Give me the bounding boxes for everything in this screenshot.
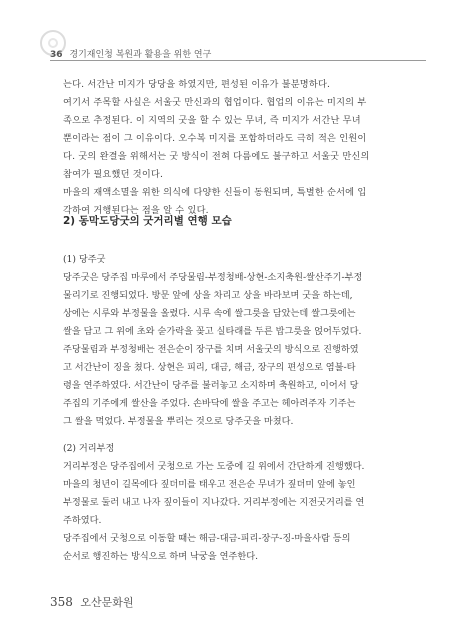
intro-paragraph (63, 76, 415, 220)
text-line: 물리기로 진행되었다. 방문 앞에 상을 차리고 상을 바라보며 굿을 하는데, (63, 290, 353, 301)
text-line: 당주굿은 당주집 마루에서 주당물림-부정청배-상현-소지축원-쌀산주기-부정 (63, 272, 363, 283)
header-divider (50, 60, 426, 61)
text-line: 거리부정은 당주집에서 굿청으로 가는 도중에 길 위에서 간단하게 진행했다. (63, 461, 365, 472)
section-title: 2) 동막도당굿의 굿거리별 연행 모습 (63, 215, 232, 227)
footer-publication: 오산문화원 (80, 596, 134, 609)
subsection-heading: (2) 거리부정 (63, 443, 115, 454)
text-line: 족으로 추정된다. 이 지역의 굿을 할 수 있는 무녀, 즉 미지가 서간난 무녀 (63, 115, 361, 126)
footer-page-number: 358 (50, 595, 73, 609)
header-page-number: 36 (50, 50, 63, 60)
text-line: 참여가 필요했던 것이다. (63, 169, 164, 180)
text-line: 령을 연주하였다. 서간난이 당주를 불러놓고 소지하며 축원하고, 이어서 당 (63, 380, 359, 391)
running-header (50, 47, 211, 60)
text-line: 주당물림과 부정청배는 전은순이 장구를 치며 서울굿의 방식으로 진행하였 (63, 344, 359, 355)
subsection-heading: (1) 당주굿 (63, 254, 106, 265)
text-line: 주집의 기주에게 쌀산을 주었다. 손바닥에 쌀을 주고는 헤아려주자 기주는 (63, 398, 356, 409)
text-line: 쌀을 담고 그 위에 초와 숟가락을 꽂고 실타래를 두른 밥그릇을 얹어두었다. (63, 326, 362, 337)
text-line: 여기서 주목할 사실은 서울굿 만신과의 협업이다. 협업의 이유는 미지의 부 (63, 97, 367, 108)
text-line: 다. 굿의 완결을 위해서는 굿 방식이 전혀 다름에도 불구하고 서울굿 만신의 (63, 151, 370, 162)
text-line: 고 서간난이 징을 쳤다. 상현은 피리, 대금, 해금, 장구의 편성으로 염불-타 (63, 362, 356, 373)
text-line: 순서로 행진하는 방식으로 하며 낙궁을 연주한다. (63, 551, 259, 562)
text-line: 주하였다. (63, 515, 102, 526)
text-line: 는다. 서간난 미지가 당당을 하였지만, 편성된 이유가 불분명하다. (63, 79, 331, 90)
text-line: 마을의 재액소멸을 위한 의식에 다양한 신들이 동원되며, 특별한 순서에 입 (63, 187, 367, 198)
text-line: 마을의 청년이 길목에다 짚더미를 태우고 전은순 무녀가 짚더미 앞에 놓인 (63, 479, 356, 490)
text-line: 당주집에서 굿청으로 이동할 때는 해금-대금-피리-장구-징-마을사람 등의 (63, 533, 351, 544)
text-line: 뿐이라는 점이 그 이유이다. 오수복 미지를 포함하더라도 극히 적은 인원이 (63, 133, 367, 144)
header-title: 경기재인청 복원과 활용을 위한 연구 (69, 50, 212, 60)
page-footer (50, 594, 134, 610)
text-line: 상에는 시루와 부정물을 올렸다. 시루 속에 쌀그릇을 담았는데 쌀그릇에는 (63, 308, 356, 319)
text-line: 부정물로 둘러 내고 나자 짚이들이 지나갔다. 거리부정에는 지전굿거리를 연 (63, 497, 365, 508)
text-line: 그 쌀을 먹었다. 부정물을 뿌리는 것으로 당주굿을 마쳤다. (63, 416, 294, 427)
text-line: 각하여 거행된다는 점을 알 수 있다. (63, 205, 209, 216)
subsection-dangjugut (63, 251, 415, 431)
subsection-georibujeong (63, 440, 415, 566)
